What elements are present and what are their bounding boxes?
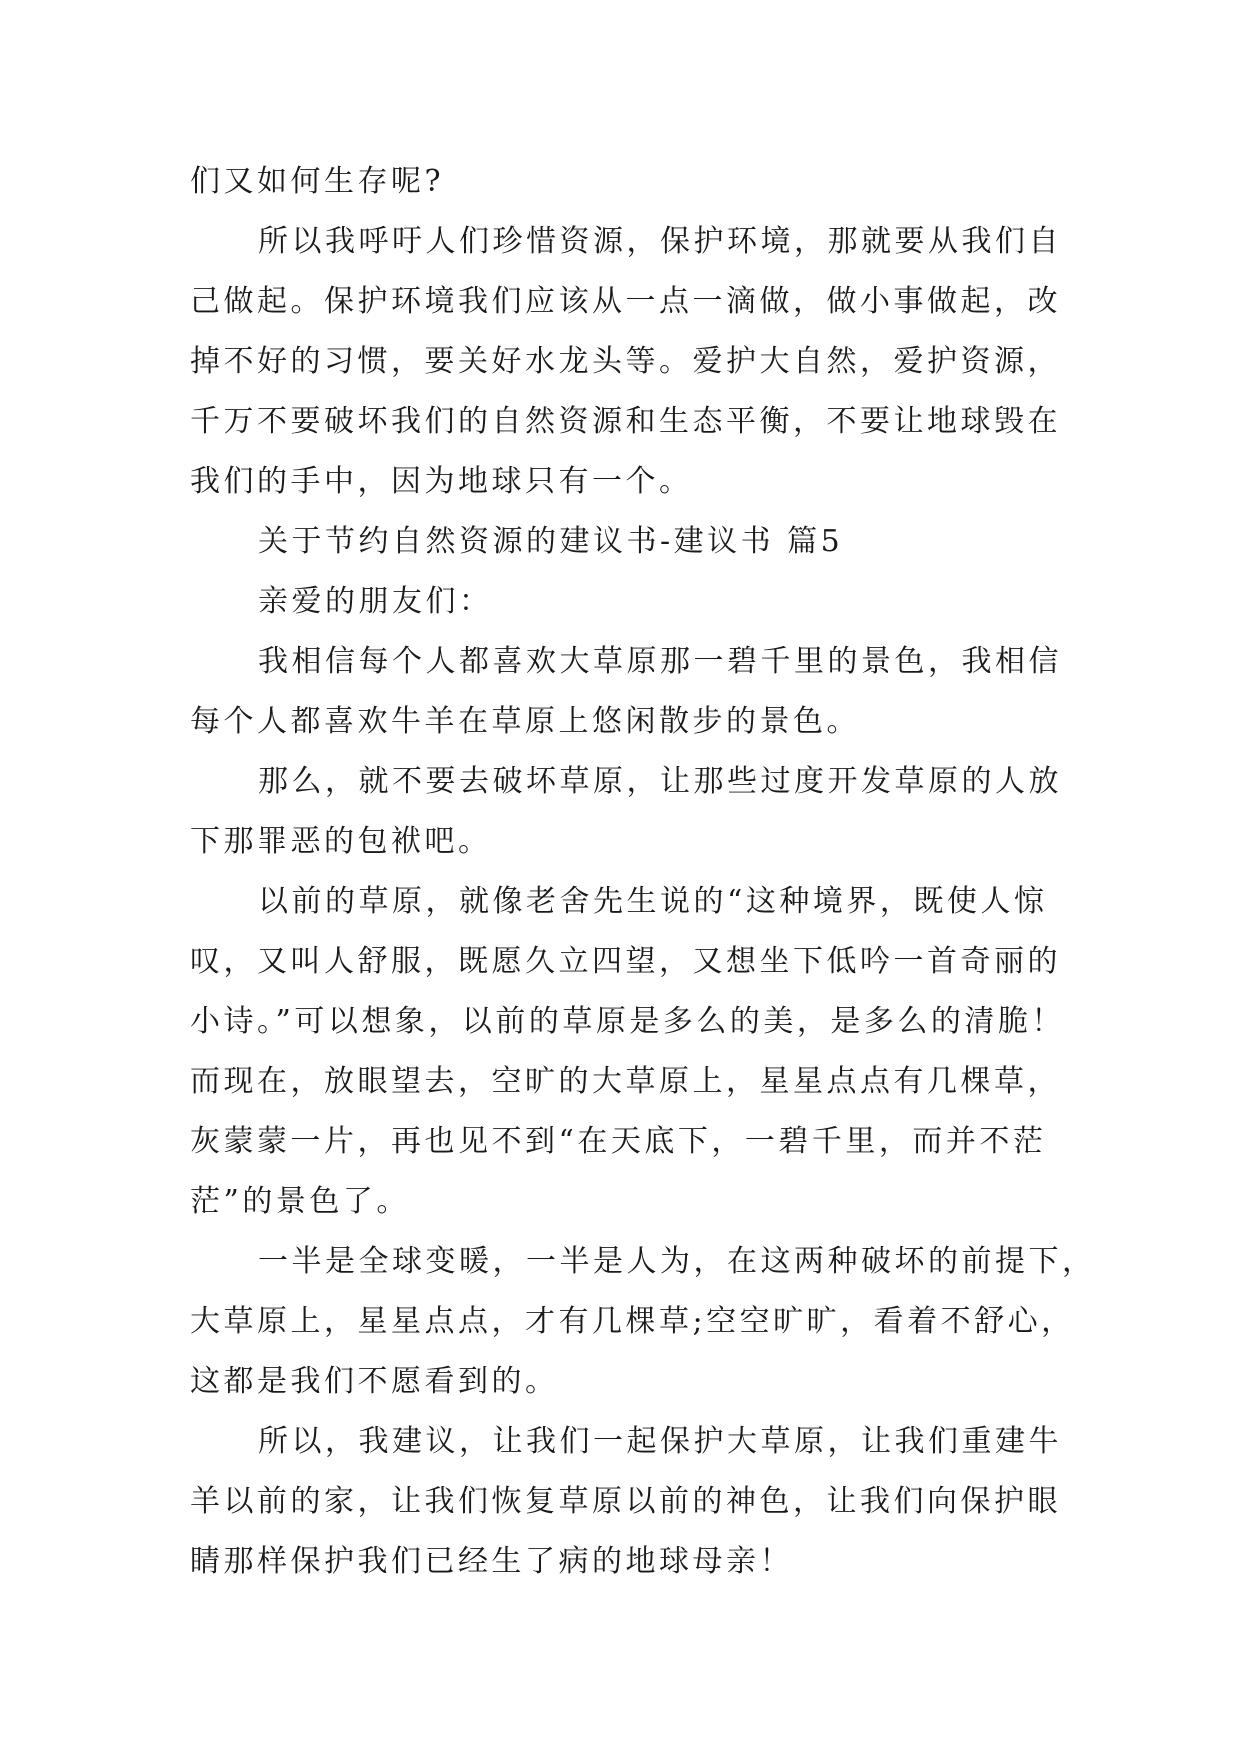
text-line: 们又如何生存呢? [190,164,445,199]
text-line: 睛那样保护我们已经生了病的地球母亲！ [190,1544,793,1579]
text-line: 灰蒙蒙一片，再也见不到“在天底下，一碧千里，而并不茫 [190,1124,1047,1159]
salutation: 亲爱的朋友们： [258,584,493,619]
text-line: 掉不好的习惯，要关好水龙头等。爱护大自然，爱护资源， [190,344,1061,379]
section-heading: 关于节约自然资源的建议书-建议书 篇5 [258,524,844,559]
paragraph-start: 一半是全球变暖，一半是人为，在这两种破坏的前提下， [258,1244,1096,1279]
text-line: 羊以前的家，让我们恢复草原以前的神色，让我们向保护眼 [190,1484,1061,1519]
text-line: 茫”的景色了。 [190,1184,410,1219]
paragraph-start: 所以，我建议，让我们一起保护大草原，让我们重建牛 [258,1424,1062,1459]
text-line: 叹，又叫人舒服，既愿久立四望，又想坐下低吟一首奇丽的 [190,944,1061,979]
text-line: 大草原上，星星点点，才有几棵草;空空旷旷，看着不舒心， [190,1304,1075,1339]
text-line: 下那罪恶的包袱吧。 [190,824,492,859]
paragraph-start: 所以我呼吁人们珍惜资源，保护环境，那就要从我们自 [258,224,1062,259]
text-line: 千万不要破坏我们的自然资源和生态平衡，不要让地球毁在 [190,404,1061,439]
text-line: 每个人都喜欢牛羊在草原上悠闲散步的景色。 [190,704,860,739]
text-line: 己做起。保护环境我们应该从一点一滴做，做小事做起，改 [190,284,1061,319]
text-line: 小诗。”可以想象，以前的草原是多么的美，是多么的清脆！ [190,1004,1065,1039]
document-body [190,152,1096,1592]
text-line: 这都是我们不愿看到的。 [190,1364,559,1399]
text-line: 而现在，放眼望去，空旷的大草原上，星星点点有几棵草， [190,1064,1061,1099]
paragraph-start: 那么，就不要去破坏草原，让那些过度开发草原的人放 [258,764,1062,799]
text-line: 我们的手中，因为地球只有一个。 [190,464,693,499]
paragraph-start: 以前的草原，就像老舍先生说的“这种境界，既使人惊 [258,884,1048,919]
paragraph-start: 我相信每个人都喜欢大草原那一碧千里的景色，我相信 [258,644,1062,679]
